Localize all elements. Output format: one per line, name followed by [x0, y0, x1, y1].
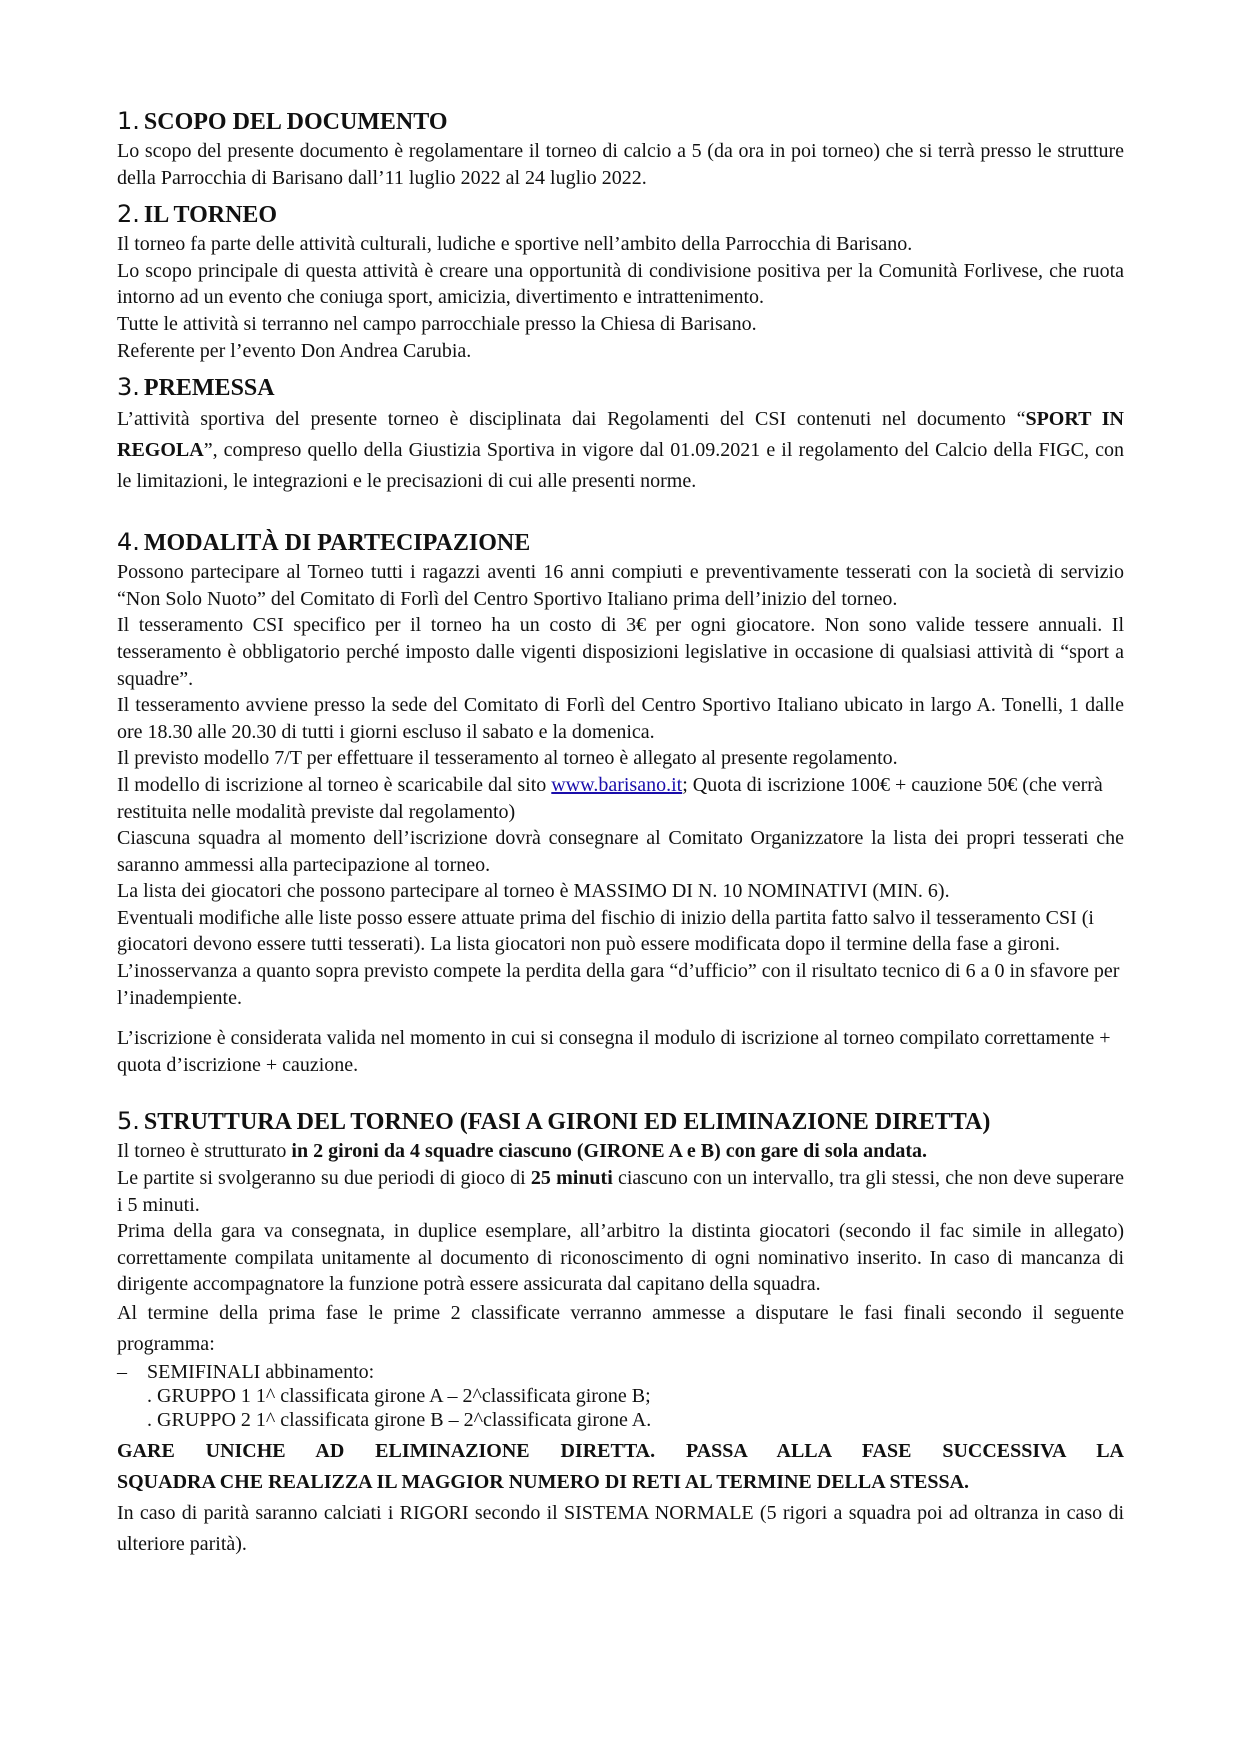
paragraph: Lo scopo del presente documento è regolamentare il torneo di calcio a 5 (da ora in poi torneo) che si terrà presso le strutture della Parrocchia di Barisano dall’11 luglio 2022 al 24 luglio 2022.: [117, 140, 1124, 189]
paragraph: Possono partecipare al Torneo tutti i ragazzi aventi 16 anni compiuti e preventivamente tesserati con la società di servizio “Non Solo Nuoto” del Comitato di Forlì del Centro Sportivo Italiano prima dell’inizio del torneo.: [117, 561, 1124, 610]
section-number: 3.: [117, 373, 140, 402]
text-run: Il modello di iscrizione al torneo è scaricabile dal sito: [117, 773, 552, 796]
section-heading: [117, 372, 1124, 403]
list-item-text: SEMIFINALI abbinamento:: [147, 1361, 375, 1383]
bold-notice-line: GARE UNICHE AD ELIMINAZIONE DIRETTA. PASSA ALLA FASE SUCCESSIVA LA: [117, 1440, 1124, 1462]
paragraph: [117, 1165, 1124, 1218]
section-heading: [117, 199, 1124, 230]
paragraph: Referente per l’evento Don Andrea Carubia.: [117, 339, 472, 362]
section-number: 4.: [117, 528, 140, 557]
section-heading: [117, 1106, 1124, 1137]
bold-text: in 2 gironi da 4 squadre ciascuno (GIRONE A e B) con gare di sola andata.: [291, 1140, 928, 1163]
paragraph: Tutte le attività si terranno nel campo parrocchiale presso la Chiesa di Barisano.: [117, 312, 757, 335]
section-torneo: [117, 199, 1124, 364]
paragraph: Il tesseramento avviene presso la sede del Comitato di Forlì del Centro Sportivo Italiano ubicato in largo A. Tonelli, 1 dalle ore 18.30 alle 20.30 di tutti i giorni escluso il sabato e la domenica.: [117, 694, 1124, 743]
list-item: . GRUPPO 2 1^ classificata girone B – 2^classificata girone A.: [147, 1409, 652, 1431]
text-run: ciascuno con un intervallo, tra gli stessi, che non deve superare i 5 minuti.: [117, 1167, 1124, 1216]
bold-text: SPORT IN REGOLA: [117, 408, 1124, 462]
paragraph: Prima della gara va consegnata, in duplice esemplare, all’arbitro la distinta giocatori (secondo il fac simile in allegato) correttamente compilata unitamente al documento di riconoscimento di ogni nominativo inserito. In caso di mancanza di dirigente accompagnatore la funzione potrà essere assicurata dal capitano della squadra.: [117, 1220, 1124, 1296]
paragraph: Il tesseramento CSI specifico per il torneo ha un costo di 3€ per ogni giocatore. Non sono valide tessere annuali. Il tesseramento è obbligatorio perché imposto dalle vigenti disposizioni legislative in occasione di qualsiasi attività di “sport a squadre”.: [117, 614, 1124, 690]
paragraph: Eventuali modifiche alle liste posso essere attuate prima del fischio di inizio della partita fatto salvo il tesseramento CSI (i giocatori devono essere tutti tesserati). La lista giocatori non può essere modificata dopo il termine della fase a gironi. L’inosservanza a quanto sopra previsto compete la perdita della gara “d’ufficio” con il risultato tecnico di 6 a 0 in sfavore per l’inadempiente.: [117, 906, 1120, 1009]
section-premessa: [117, 372, 1124, 497]
sub-list: [117, 1384, 1124, 1432]
paragraph: Il previsto modello 7/T per effettuare il tesseramento al torneo è allegato al presente regolamento.: [117, 747, 898, 770]
paragraph: Ciascuna squadra al momento dell’iscrizione dovrà consegnare al Comitato Organizzatore la lista dei propri tesserati che saranno ammessi alla partecipazione al torneo.: [117, 827, 1124, 876]
paragraph: [117, 1138, 1124, 1165]
bold-notice-line: SQUADRA CHE REALIZZA IL MAGGIOR NUMERO DI RETI AL TERMINE DELLA STESSA.: [117, 1471, 970, 1493]
list-item: . GRUPPO 1 1^ classificata girone A – 2^classificata girone B;: [147, 1385, 651, 1407]
paragraph: In caso di parità saranno calciati i RIGORI secondo il SISTEMA NORMALE (5 rigori a squadra poi ad oltranza in caso di ulteriore parità).: [117, 1502, 1124, 1555]
text-run: L’attività sportiva del presente torneo è disciplinata dai Regolamenti del CSI contenuti nel documento “: [117, 408, 1026, 431]
section-modalita: [117, 527, 1124, 1078]
bold-text: 25 minuti: [530, 1167, 613, 1190]
bold-notice: [117, 1436, 1124, 1498]
paragraph: [117, 404, 1124, 497]
section-scopo: [117, 106, 1124, 191]
document-page: [117, 106, 1124, 1560]
text-run: Il torneo è strutturato: [117, 1140, 292, 1163]
website-link[interactable]: www.barisano.it: [551, 773, 683, 796]
section-number: 2.: [117, 200, 140, 229]
section-title: IL TORNEO: [143, 202, 278, 229]
section-title: PREMESSA: [143, 375, 275, 402]
paragraph: Lo scopo principale di questa attività è creare una opportunità di condivisione positiva per la Comunità Forlivese, che ruota intorno ad un evento che coniuga sport, amicizia, divertimento e intrattenimento.: [117, 259, 1124, 309]
paragraph: La lista dei giocatori che possono partecipare al torneo è MASSIMO DI N. 10 NOMINATIVI (MIN. 6).: [117, 880, 950, 903]
text-run: ; Quota di iscrizione 100€ + cauzione 50€ (che verrà restituita nelle modalità previste dal regolamento): [117, 773, 1103, 823]
section-heading: [117, 106, 1124, 137]
section-struttura: [117, 1106, 1124, 1560]
paragraph: Il torneo fa parte delle attività culturali, ludiche e sportive nell’ambito della Parrocchia di Barisano.: [117, 233, 913, 256]
dash-marker: –: [117, 1361, 127, 1383]
section-heading: [117, 527, 1124, 558]
section-number: 5.: [117, 1107, 140, 1136]
text-run: Le partite si svolgeranno su due periodi di gioco di: [117, 1167, 531, 1190]
text-run: ”, compreso quello della Giustizia Sportiva in vigore dal 01.09.2021 e il regolamento del Calcio della FIGC, con le limitazioni, le integrazioni e le precisazioni di cui alle presenti norme.: [117, 439, 1124, 493]
section-title: SCOPO DEL DOCUMENTO: [143, 109, 448, 135]
bullet-list: [117, 1360, 1124, 1384]
paragraph: L’iscrizione è considerata valida nel momento in cui si consegna il modulo di iscrizione al torneo compilato correttamente + quota d’iscrizione + cauzione.: [117, 1027, 1111, 1076]
section-title: MODALITÀ DI PARTECIPAZIONE: [143, 530, 531, 557]
section-number: 1.: [117, 107, 140, 135]
list-item: [117, 1360, 1124, 1384]
section-title: STRUTTURA DEL TORNEO (FASI A GIRONI ED ELIMINAZIONE DIRETTA): [143, 1109, 991, 1136]
paragraph: Al termine della prima fase le prime 2 classificate verranno ammesse a disputare le fasi finali secondo il seguente programma:: [117, 1302, 1124, 1355]
paragraph: [117, 772, 1124, 825]
